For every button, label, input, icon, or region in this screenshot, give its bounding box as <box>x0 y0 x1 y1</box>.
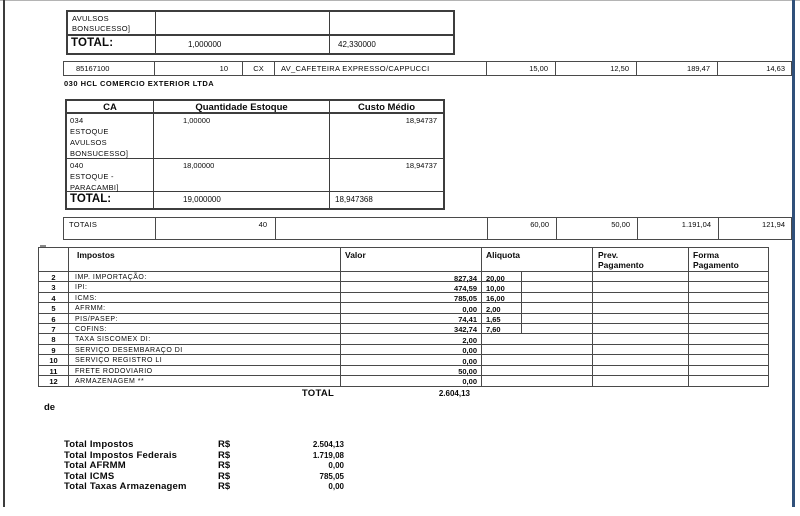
tax-row-prev-cell <box>593 324 689 333</box>
summary-currency: R$ <box>218 449 231 461</box>
tax-row-forma-cell <box>689 314 768 323</box>
stock-row-034-ca-cell <box>67 114 154 158</box>
tax-row-label: ICMS: <box>69 293 341 302</box>
tax-row-label: PIS/PASEP: <box>69 314 341 323</box>
tax-row-ipi <box>39 282 768 292</box>
tax-row-aliquota-cell <box>482 293 593 302</box>
stock-total-cost: 18,947368 <box>335 195 373 204</box>
stock-total-qty: 19,000000 <box>154 192 330 208</box>
company-line: 030 HCL COMERCIO EXTERIOR LTDA <box>64 79 215 88</box>
stock-fragment-total-label: TOTAL: <box>68 36 156 53</box>
tax-row-aliquota: 20,00 <box>482 272 522 281</box>
summary-value: 785,05 <box>319 471 344 481</box>
tax-header-number-cell <box>39 248 69 271</box>
summary-label: Total Taxas Armazenagem <box>64 481 187 493</box>
tax-row-forma-cell <box>689 293 768 302</box>
summary-label: Total AFRMM <box>64 460 126 472</box>
summary-value: 0,00 <box>328 461 344 471</box>
summary-currency: R$ <box>218 481 231 493</box>
tax-row-prev-cell <box>593 334 689 343</box>
stock-row-034-line3: AVULSOS <box>70 138 107 147</box>
tax-row-label: TAXA SISCOMEX DI: <box>69 334 341 343</box>
tax-row-forma-cell <box>689 303 768 312</box>
tax-row-label: ARMAZENAGEM ** <box>69 376 341 386</box>
stock-fragment-line2: BONSUCESSO] <box>72 24 131 33</box>
stock-header-cost: Custo Médio <box>358 102 415 113</box>
tax-row-aliquota: 7,60 <box>482 324 522 333</box>
frame-left-border <box>3 0 5 507</box>
summary-value: 2.504,13 <box>312 440 344 449</box>
tax-row-taxa-siscomex <box>39 334 768 344</box>
tax-row-label: COFINS: <box>69 324 341 333</box>
summary-value: 1.719,08 <box>312 450 344 460</box>
tax-row-aliquota-cell <box>482 345 593 354</box>
tax-row-label: IMP. IMPORTAÇÃO: <box>69 272 341 281</box>
stock-fragment-total-qty: 1,000000 <box>156 36 330 53</box>
stock-fragment-total-row <box>68 36 453 53</box>
totais-value-4: 121,94 <box>762 220 785 229</box>
tax-table <box>38 247 769 387</box>
tax-row-value: 474,59 <box>341 282 482 291</box>
tax-header-impostos: Impostos <box>69 248 341 271</box>
tax-row-frete-rodoviario <box>39 366 768 376</box>
stock-total-row <box>67 192 443 208</box>
tax-row-aliquota-cell <box>482 282 593 291</box>
frame-right-border <box>792 0 795 507</box>
tax-row-number: 7 <box>39 324 69 333</box>
stock-fragment-cost-cell <box>330 12 453 34</box>
tax-row-number: 2 <box>39 272 69 281</box>
tax-row-number: 4 <box>39 293 69 302</box>
stock-row-040-line3: PARACAMBI] <box>70 183 119 192</box>
tax-row-number: 8 <box>39 334 69 343</box>
tax-row-aliquota-cell <box>482 334 593 343</box>
summary-row-impostos <box>64 439 344 450</box>
tax-row-armazenagem <box>39 376 768 386</box>
item-row <box>63 61 792 76</box>
item-quantity: 10 <box>155 62 243 75</box>
summary-label: Total Impostos <box>64 439 134 450</box>
tax-header-aliquota: Aliquota <box>482 248 593 271</box>
tax-row-aliquota-cell <box>482 324 593 333</box>
stock-total-label: TOTAL: <box>67 192 154 208</box>
tax-row-forma-cell <box>689 355 768 364</box>
tax-row-value: 2,00 <box>341 334 482 343</box>
tax-row-prev-cell <box>593 282 689 291</box>
tax-row-aliquota: 1,65 <box>482 314 522 323</box>
frame-top-border <box>0 0 800 1</box>
summary-block <box>64 439 344 492</box>
tax-row-forma-cell <box>689 272 768 281</box>
tax-row-number: 12 <box>39 376 69 386</box>
summary-currency: R$ <box>218 470 231 482</box>
tax-total-value: 2.604,13 <box>438 389 470 398</box>
tax-total-line <box>38 388 769 400</box>
tax-header-prev-line2: Pagamento <box>598 260 644 270</box>
stock-header-ca: CA <box>67 101 154 112</box>
tax-row-icms <box>39 293 768 303</box>
tax-header-forma-pagamento <box>689 248 768 271</box>
tax-row-aliquota-cell <box>482 366 593 375</box>
tax-row-prev-cell <box>593 314 689 323</box>
summary-row-afrmm <box>64 460 344 471</box>
stock-header-qty: Quantidade Estoque <box>154 101 330 112</box>
tax-row-number: 3 <box>39 282 69 291</box>
tax-header-prev-pagamento <box>593 248 689 271</box>
totais-value-1: 60,00 <box>488 218 557 239</box>
summary-row-icms <box>64 471 344 482</box>
tax-row-prev-cell <box>593 293 689 302</box>
stock-row-040-line1: 040 <box>70 161 84 170</box>
tax-row-label: SERVIÇO REGISTRO LI <box>69 355 341 364</box>
tax-row-number: 6 <box>39 314 69 323</box>
tax-row-prev-cell <box>593 376 689 386</box>
tax-row-value: 50,00 <box>341 366 482 375</box>
tax-row-aliquota <box>482 366 522 375</box>
tax-row-prev-cell <box>593 272 689 281</box>
item-unit: CX <box>243 62 275 75</box>
tax-row-aliquota <box>482 376 522 386</box>
tax-row-forma-cell <box>689 324 768 333</box>
tax-row-aliquota <box>482 345 522 354</box>
tax-row-cofins <box>39 324 768 334</box>
tax-row-value: 0,00 <box>341 345 482 354</box>
stock-row-034-qty: 1,00000 <box>154 114 330 158</box>
tax-header-prev-line1: Prev. <box>598 250 619 260</box>
tax-row-forma-cell <box>689 366 768 375</box>
item-value-2: 12,50 <box>556 62 637 75</box>
item-value-3: 189,47 <box>637 62 718 75</box>
stock-fragment-line1: AVULSOS <box>72 14 109 23</box>
tax-table-header <box>39 248 768 272</box>
tax-row-afrmm <box>39 303 768 313</box>
summary-currency: R$ <box>218 460 231 472</box>
tax-row-number: 10 <box>39 355 69 364</box>
stock-fragment-ca-cell <box>68 12 156 34</box>
stock-fragment-table <box>66 10 455 55</box>
tax-row-forma-cell <box>689 282 768 291</box>
tax-row-value: 0,00 <box>341 355 482 364</box>
tax-row-aliquota-cell <box>482 314 593 323</box>
item-ncm-code: 85167100 <box>64 62 155 75</box>
totais-qty: 40 <box>156 218 276 239</box>
tax-row-forma-cell <box>689 376 768 386</box>
tax-row-servico-registro <box>39 355 768 365</box>
tax-row-value: 827,34 <box>341 272 482 281</box>
tax-row-aliquota-cell <box>482 272 593 281</box>
tax-row-value: 0,00 <box>341 303 482 312</box>
summary-currency: R$ <box>218 439 231 450</box>
stock-row-040-cost: 18,94737 <box>405 161 437 170</box>
tax-row-aliquota-cell <box>482 355 593 364</box>
totais-value-2: 50,00 <box>557 218 638 239</box>
tax-row-prev-cell <box>593 355 689 364</box>
stock-row-034-line1: 034 <box>70 116 84 125</box>
stock-fragment-row <box>68 12 453 36</box>
stock-row-034-cost: 18,94737 <box>405 116 437 125</box>
stock-row-040-ca-cell <box>67 159 154 191</box>
tax-header-forma-line2: Pagamento <box>693 260 739 270</box>
totais-label: TOTAIS <box>64 218 156 239</box>
stock-table-header <box>67 101 443 114</box>
stock-row-034-line4: BONSUCESSO] <box>70 149 129 158</box>
stock-row-040-qty: 18,00000 <box>154 159 330 191</box>
summary-row-impostos-federais <box>64 450 344 461</box>
tax-row-label: FRETE RODOVIARIO <box>69 366 341 375</box>
tax-row-value: 0,00 <box>341 376 482 386</box>
tax-row-label: AFRMM: <box>69 303 341 312</box>
tax-row-prev-cell <box>593 345 689 354</box>
tax-row-pis-pasep <box>39 314 768 324</box>
item-description: AV_CAFETEIRA EXPRESSO/CAPPUCCI <box>275 62 487 75</box>
tax-row-aliquota: 10,00 <box>482 282 522 291</box>
tax-row-aliquota: 16,00 <box>482 293 522 302</box>
tax-row-prev-cell <box>593 366 689 375</box>
tax-row-aliquota-cell <box>482 303 593 312</box>
tax-row-prev-cell <box>593 303 689 312</box>
tax-row-forma-cell <box>689 345 768 354</box>
summary-label: Total ICMS <box>64 470 115 482</box>
tax-row-label: SERVIÇO DESEMBARAÇO DI <box>69 345 341 354</box>
tax-row-aliquota-cell <box>482 376 593 386</box>
stock-fragment-qty-cell <box>156 12 330 34</box>
tax-header-forma-line1: Forma <box>693 250 719 260</box>
tax-row-value: 342,74 <box>341 324 482 333</box>
summary-value: 0,00 <box>328 482 344 492</box>
tax-row-aliquota <box>482 334 522 343</box>
item-value-4: 14,63 <box>766 64 785 73</box>
stock-table <box>65 99 445 210</box>
stock-row-034-line2: ESTOQUE <box>70 127 109 136</box>
tax-row-aliquota: 2,00 <box>482 303 522 312</box>
totais-value-3: 1.191,04 <box>638 218 719 239</box>
tax-row-value: 785,05 <box>341 293 482 302</box>
de-label: de <box>44 402 56 413</box>
tax-row-aliquota <box>482 355 522 364</box>
stock-row-040 <box>67 159 443 192</box>
tax-row-imp-importacao <box>39 272 768 282</box>
tax-row-number: 9 <box>39 345 69 354</box>
tax-total-label: TOTAL <box>301 388 335 399</box>
tax-row-number: 5 <box>39 303 69 312</box>
stock-fragment-total-cost: 42,330000 <box>338 40 376 49</box>
totais-empty-cell <box>276 218 488 239</box>
tax-row-number: 11 <box>39 366 69 375</box>
tax-header-valor: Valor <box>341 248 482 271</box>
summary-row-taxas-armazenagem <box>64 481 344 492</box>
tax-row-forma-cell <box>689 334 768 343</box>
item-value-1: 15,00 <box>487 62 556 75</box>
tax-row-label: IPI: <box>69 282 341 291</box>
tax-row-value: 74,41 <box>341 314 482 323</box>
totais-row <box>63 217 792 240</box>
stock-row-040-line2: ESTOQUE - <box>70 172 114 181</box>
summary-label: Total Impostos Federais <box>64 449 178 461</box>
stock-row-034 <box>67 114 443 159</box>
tax-row-servico-desembaraco <box>39 345 768 355</box>
